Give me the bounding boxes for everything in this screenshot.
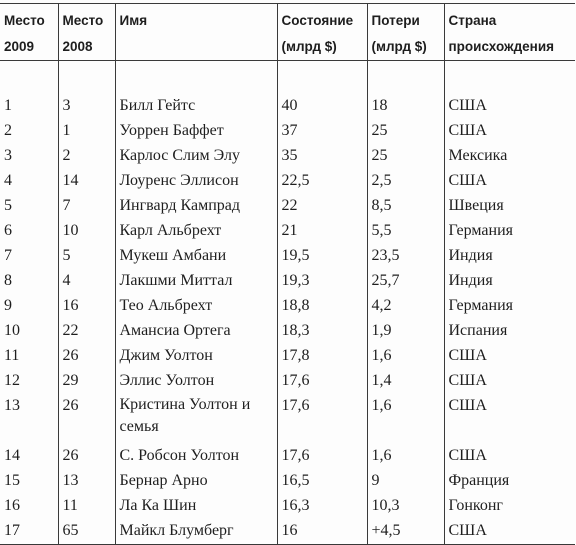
cell-country: США xyxy=(444,344,575,369)
table-row xyxy=(0,369,575,394)
cell-loss: 8,5 xyxy=(367,194,444,219)
cell-wealth: 21 xyxy=(277,219,367,244)
cell-wealth: 19,5 xyxy=(277,244,367,269)
header-name: Имя xyxy=(115,4,277,61)
cell-rank-2009: 2 xyxy=(4,122,12,139)
header-country: Страна происхождения xyxy=(444,4,575,61)
table-row xyxy=(0,394,575,444)
table-row xyxy=(0,119,575,144)
cell-rank-2008: 2 xyxy=(58,144,115,169)
table-row xyxy=(0,269,575,294)
cell-name: Кристина Уолтон и семья xyxy=(115,394,277,444)
cell-wealth: 17,6 xyxy=(277,369,367,394)
cell-wealth: 18,8 xyxy=(277,294,367,319)
cell-country: Франция xyxy=(444,469,575,494)
table-header xyxy=(0,4,575,61)
cell-loss: 2,5 xyxy=(367,169,444,194)
cell-rank-2009: 14 xyxy=(4,447,20,464)
cell-loss: 1,9 xyxy=(367,319,444,344)
cell-wealth: 19,3 xyxy=(277,269,367,294)
cell-loss: 25 xyxy=(367,144,444,169)
cell-loss: 25 xyxy=(367,119,444,144)
cell-rank-2008: 26 xyxy=(58,344,115,369)
cell-name: Джим Уолтон xyxy=(115,344,277,369)
cell-rank-2009: 1 xyxy=(4,97,12,114)
table-row xyxy=(0,444,575,469)
cell-country: Германия xyxy=(444,219,575,244)
table-row xyxy=(0,519,575,545)
cell-country: Испания xyxy=(444,319,575,344)
cell-loss: 10,3 xyxy=(367,494,444,519)
table-row xyxy=(0,294,575,319)
table-row xyxy=(0,144,575,169)
cell-rank-2008: 26 xyxy=(58,394,115,444)
cell-name: Уоррен Баффет xyxy=(115,119,277,144)
cell-name: Майкл Блумберг xyxy=(115,519,277,545)
cell-rank-2009: 7 xyxy=(4,247,12,264)
cell-country: США xyxy=(444,369,575,394)
header-rank-2008: Место 2008 xyxy=(58,4,115,61)
cell-name: Ингвард Кампрад xyxy=(115,194,277,219)
cell-country: США xyxy=(444,444,575,469)
cell-rank-2009: 16 xyxy=(4,497,20,514)
cell-name: Тео Альбрехт xyxy=(115,294,277,319)
table-row xyxy=(0,344,575,369)
cell-loss: 9 xyxy=(367,469,444,494)
cell-wealth: 16,5 xyxy=(277,469,367,494)
cell-rank-2009: 8 xyxy=(4,272,12,289)
cell-wealth: 40 xyxy=(277,61,367,120)
cell-rank-2008: 11 xyxy=(58,494,115,519)
cell-country: Индия xyxy=(444,244,575,269)
cell-loss: 1,6 xyxy=(367,394,444,444)
cell-country: США xyxy=(444,119,575,144)
cell-rank-2009: 10 xyxy=(4,322,20,339)
billionaires-table xyxy=(0,3,575,545)
table-row xyxy=(0,61,575,120)
cell-wealth: 17,6 xyxy=(277,444,367,469)
cell-name: Мукеш Амбани xyxy=(115,244,277,269)
cell-name: Карлос Слим Элу xyxy=(115,144,277,169)
header-loss: Потери (млрд $) xyxy=(367,4,444,61)
table-row xyxy=(0,469,575,494)
cell-name: Амансиа Ортега xyxy=(115,319,277,344)
cell-rank-2009: 12 xyxy=(4,372,20,389)
cell-wealth: 37 xyxy=(277,119,367,144)
table-body xyxy=(0,61,575,545)
cell-rank-2008: 14 xyxy=(58,169,115,194)
table-row xyxy=(0,169,575,194)
cell-name: Лакшми Миттал xyxy=(115,269,277,294)
cell-wealth: 17,8 xyxy=(277,344,367,369)
cell-loss: 5,5 xyxy=(367,219,444,244)
cell-rank-2009: 17 xyxy=(0,519,58,545)
table-row xyxy=(0,194,575,219)
cell-name: Эллис Уолтон xyxy=(115,369,277,394)
header-rank-2009: Место 2009 xyxy=(0,4,58,61)
cell-wealth: 22,5 xyxy=(277,169,367,194)
cell-name: С. Робсон Уолтон xyxy=(115,444,277,469)
cell-rank-2008: 10 xyxy=(58,219,115,244)
cell-rank-2009: 3 xyxy=(4,147,12,164)
cell-loss: 4,2 xyxy=(367,294,444,319)
cell-rank-2008: 26 xyxy=(58,444,115,469)
cell-loss: 1,4 xyxy=(367,369,444,394)
cell-country: США xyxy=(444,394,575,444)
cell-name: Бернар Арно xyxy=(115,469,277,494)
cell-rank-2009: 5 xyxy=(4,197,12,214)
cell-rank-2008: 22 xyxy=(58,319,115,344)
cell-rank-2008: 16 xyxy=(58,294,115,319)
cell-rank-2009: 13 xyxy=(4,397,20,414)
cell-rank-2008: 5 xyxy=(58,244,115,269)
cell-country: США xyxy=(444,519,575,545)
cell-loss: 18 xyxy=(367,61,444,120)
table-row xyxy=(0,494,575,519)
cell-wealth: 16,3 xyxy=(277,494,367,519)
cell-rank-2009: 9 xyxy=(4,297,12,314)
cell-loss: 25,7 xyxy=(367,269,444,294)
cell-rank-2008: 13 xyxy=(58,469,115,494)
cell-loss: 1,6 xyxy=(367,444,444,469)
cell-country: Гонконг xyxy=(444,494,575,519)
cell-rank-2009: 11 xyxy=(4,347,20,364)
cell-rank-2008: 3 xyxy=(58,61,115,120)
cell-name: Билл Гейтс xyxy=(115,61,277,120)
header-wealth: Состояние (млрд $) xyxy=(277,4,367,61)
cell-rank-2009: 15 xyxy=(4,472,20,489)
cell-name: Ла Ка Шин xyxy=(115,494,277,519)
cell-loss: 23,5 xyxy=(367,244,444,269)
cell-country: Индия xyxy=(444,269,575,294)
cell-country: Швеция xyxy=(444,194,575,219)
table-row xyxy=(0,244,575,269)
cell-loss: 1,6 xyxy=(367,344,444,369)
cell-wealth: 22 xyxy=(277,194,367,219)
cell-rank-2008: 65 xyxy=(58,519,115,545)
cell-wealth: 18,3 xyxy=(277,319,367,344)
cell-country: США xyxy=(444,61,575,120)
cell-loss: +4,5 xyxy=(367,519,444,545)
cell-country: США xyxy=(444,169,575,194)
cell-rank-2009: 4 xyxy=(4,172,12,189)
cell-country: Мексика xyxy=(444,144,575,169)
table-row xyxy=(0,219,575,244)
cell-wealth: 35 xyxy=(277,144,367,169)
cell-country: Германия xyxy=(444,294,575,319)
cell-rank-2008: 29 xyxy=(58,369,115,394)
cell-rank-2009: 6 xyxy=(4,222,12,239)
cell-name: Лоуренс Эллисон xyxy=(115,169,277,194)
cell-rank-2008: 7 xyxy=(58,194,115,219)
cell-rank-2008: 1 xyxy=(58,119,115,144)
cell-wealth: 17,6 xyxy=(277,394,367,444)
cell-wealth: 16 xyxy=(277,519,367,545)
table-row xyxy=(0,319,575,344)
cell-name: Карл Альбрехт xyxy=(115,219,277,244)
cell-rank-2008: 4 xyxy=(58,269,115,294)
